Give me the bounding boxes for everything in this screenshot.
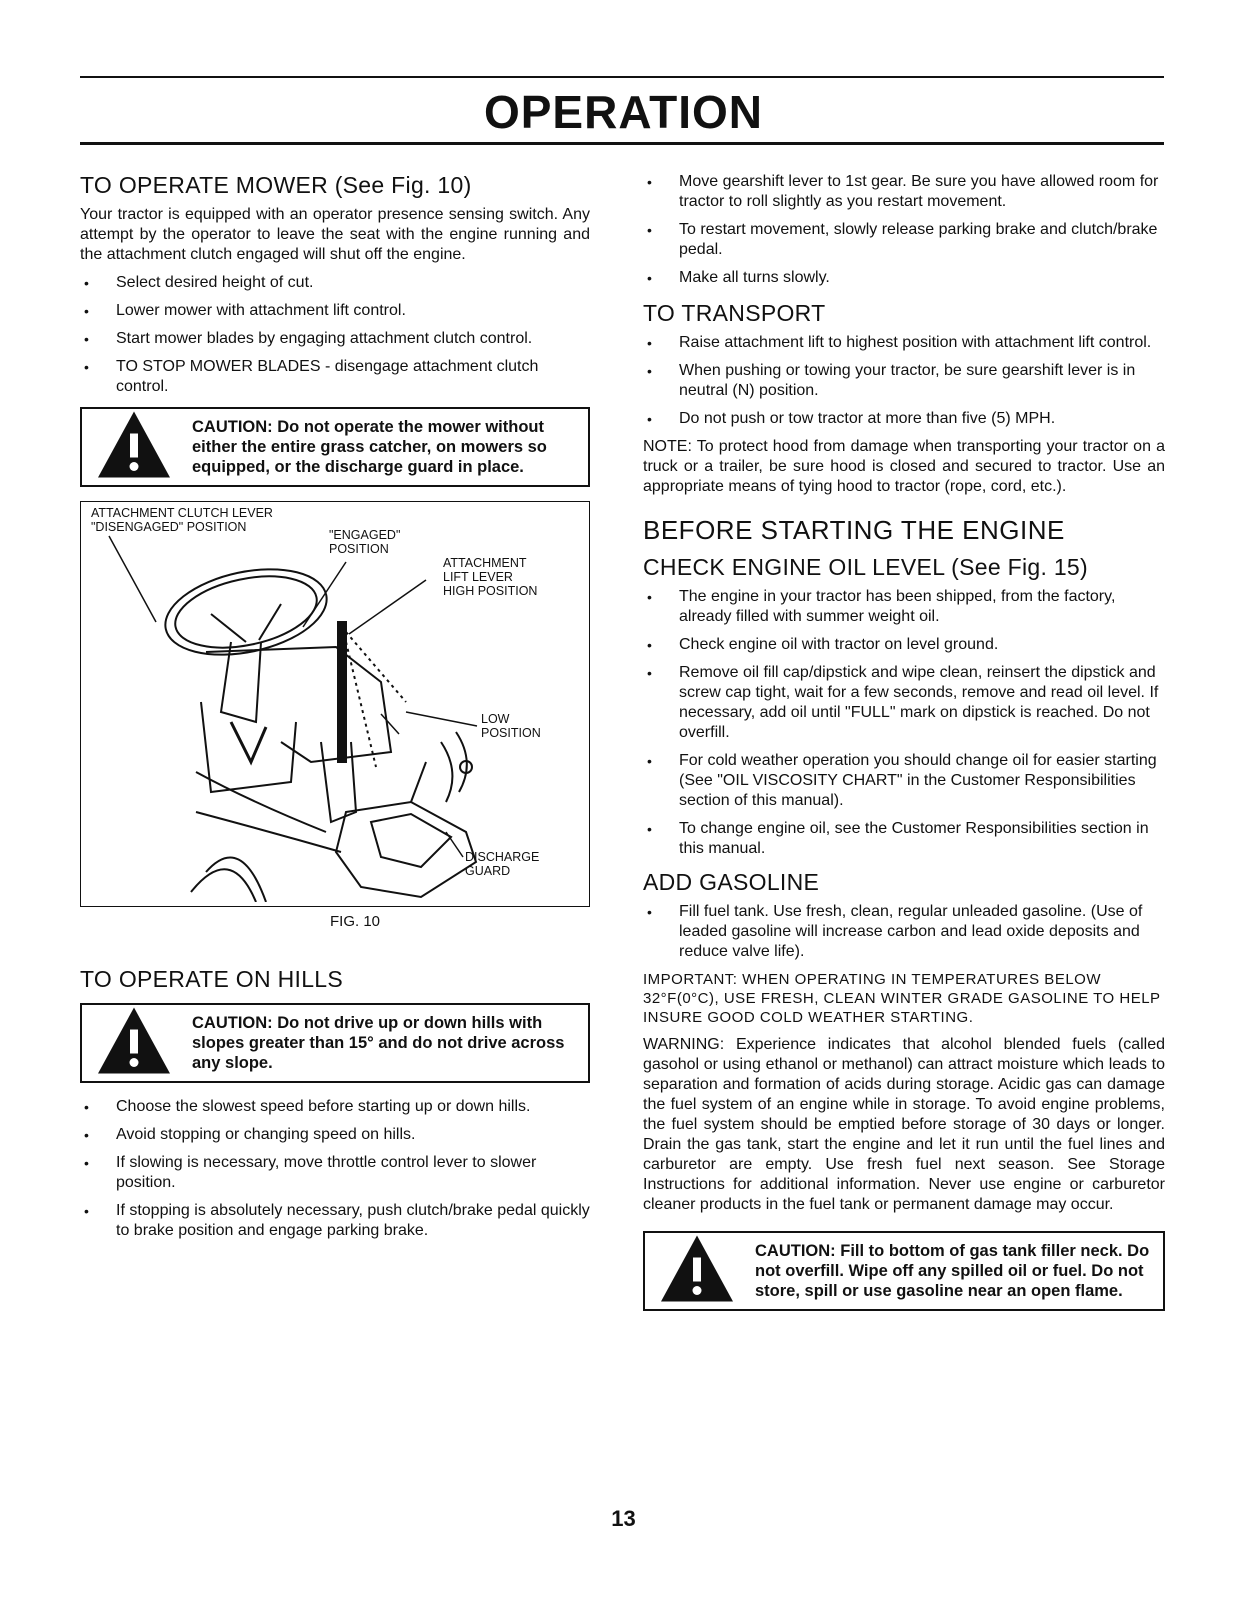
label-discharge-guard: DISCHARGE GUARD bbox=[465, 850, 540, 878]
section-heading-before-starting: BEFORE STARTING THE ENGINE bbox=[643, 515, 1065, 545]
tractor-illustration bbox=[81, 502, 587, 902]
warning-triangle-icon bbox=[96, 410, 172, 485]
warning-paragraph: WARNING: Experience indicates that alcohol blended fuels (called gasohol or using ethanol or methanol) can attract moisture which leads to separation and formation of acids during storage. Acidic gas can damage the fuel system of an engine while in storage. To avoid engine problems, the fuel system should be emptied before storage of 30 days or longer. Drain the gas tank, start the engine and let it run until the fuel lines and carburetor are empty. Use fresh fuel next season. See Storage Instructions for additional information. Never use engine or carburetor cleaner products in the fuel tank or permanent damage may occur. bbox=[643, 1036, 1165, 1213]
list-item: • Avoid stopping or changing speed on hills. bbox=[80, 1125, 590, 1145]
caution-box-hills bbox=[80, 1003, 590, 1083]
list-item: • If stopping is absolutely necessary, push clutch/brake pedal quickly to brake position and engage parking brake. bbox=[80, 1201, 590, 1241]
list-item: • Make all turns slowly. bbox=[643, 268, 1165, 288]
transport-list bbox=[643, 333, 1165, 429]
operate-mower-intro: Your tractor is equipped with an operator presence sensing switch. Any attempt by the operator to leave the seat with the engine running and the attachment clutch engaged will shut off the engine. bbox=[80, 206, 590, 263]
list-item: • When pushing or towing your tractor, be sure gearshift lever is in neutral (N) position. bbox=[643, 361, 1165, 401]
label-clutch-lever: ATTACHMENT CLUTCH LEVER "DISENGAGED" POSITION bbox=[91, 506, 273, 534]
figure-caption: FIG. 10 bbox=[329, 913, 381, 930]
gasoline-list bbox=[643, 902, 1165, 962]
list-item: • Fill fuel tank. Use fresh, clean, regular unleaded gasoline. (Use of leaded gasoline will increase carbon and lead oxide deposits and reduce valve life). bbox=[643, 902, 1165, 962]
caution-box-gasoline bbox=[643, 1231, 1165, 1311]
warning-triangle-icon bbox=[659, 1234, 735, 1309]
list-item: • For cold weather operation you should change oil for easier starting (See "OIL VISCOSITY CHART" in the Customer Responsibilities section of this manual). bbox=[643, 751, 1165, 811]
list-item: • Start mower blades by engaging attachment clutch control. bbox=[80, 329, 590, 349]
section-heading-hills: TO OPERATE ON HILLS bbox=[80, 966, 344, 992]
warning-triangle-icon bbox=[96, 1006, 172, 1081]
caution-text: CAUTION: Do not operate the mower without either the entire grass catcher, on mowers so equipped, or the discharge guard in place. bbox=[192, 418, 547, 476]
top-rule bbox=[80, 76, 1164, 78]
page-title: OPERATION bbox=[483, 86, 764, 138]
list-item: • To restart movement, slowly release parking brake and clutch/brake pedal. bbox=[643, 220, 1165, 260]
list-item: • Select desired height of cut. bbox=[80, 273, 590, 293]
section-heading-transport: TO TRANSPORT bbox=[643, 300, 826, 326]
transport-note: NOTE: To protect hood from damage when transporting your tractor on a truck or a trailer, be sure hood is closed and secured to tractor. Use an appropriate means of tying hood to tractor (rope, cord, etc.). bbox=[643, 438, 1165, 495]
figure-10 bbox=[80, 501, 590, 907]
list-item: • Remove oil fill cap/dipstick and wipe clean, reinsert the dipstick and screw cap tight, wait for a few seconds, remove and read oil level. If necessary, add oil until "FULL" mark on dipstick is reached. Do not overfill. bbox=[643, 663, 1165, 743]
list-item: • If slowing is necessary, move throttle control lever to slower position. bbox=[80, 1153, 590, 1193]
page-number: 13 bbox=[611, 1506, 636, 1531]
operate-mower-list bbox=[80, 273, 590, 397]
subheading-check-oil: CHECK ENGINE OIL LEVEL (See Fig. 15) bbox=[643, 554, 1088, 580]
title-rule bbox=[80, 142, 1164, 145]
caution-text: CAUTION: Fill to bottom of gas tank filler neck. Do not overfill. Wipe off any spilled oil or fuel. Do not store, spill or use gasoline near an open flame. bbox=[755, 1242, 1150, 1300]
oil-list bbox=[643, 587, 1165, 859]
list-item: • Check engine oil with tractor on level ground. bbox=[643, 635, 1165, 655]
label-lift-lever: ATTACHMENT LIFT LEVER HIGH POSITION bbox=[443, 556, 538, 598]
right-column bbox=[643, 172, 1165, 1325]
list-item: • Choose the slowest speed before starting up or down hills. bbox=[80, 1097, 590, 1117]
important-notice: IMPORTANT: WHEN OPERATING IN TEMPERATURES BELOW 32°F(0°C), USE FRESH, CLEAN WINTER GRADE GASOLINE TO HELP INSURE GOOD COLD WEATHER STARTING. bbox=[643, 971, 1161, 1026]
caution-box-mower bbox=[80, 407, 590, 487]
list-item: • The engine in your tractor has been shipped, from the factory, already filled with summer weight oil. bbox=[643, 587, 1165, 627]
label-engaged-position: "ENGAGED" POSITION bbox=[329, 528, 401, 556]
list-item: • Do not push or tow tractor at more than five (5) MPH. bbox=[643, 409, 1165, 429]
list-item: • Move gearshift lever to 1st gear. Be sure you have allowed room for tractor to roll slightly as you restart movement. bbox=[643, 172, 1165, 212]
hills-list bbox=[80, 1097, 590, 1241]
list-item: • To change engine oil, see the Customer Responsibilities section in this manual. bbox=[643, 819, 1165, 859]
list-item: • Raise attachment lift to highest position with attachment lift control. bbox=[643, 333, 1165, 353]
section-heading-operate-mower: TO OPERATE MOWER (See Fig. 10) bbox=[80, 172, 472, 198]
subheading-add-gasoline: ADD GASOLINE bbox=[643, 869, 820, 895]
label-low-position: LOW POSITION bbox=[481, 712, 541, 740]
caution-text: CAUTION: Do not drive up or down hills with slopes greater than 15° and do not drive across any slope. bbox=[192, 1014, 565, 1072]
left-column bbox=[80, 172, 590, 1249]
continued-list bbox=[643, 172, 1165, 288]
list-item: • Lower mower with attachment lift control. bbox=[80, 301, 590, 321]
list-item: • TO STOP MOWER BLADES - disengage attachment clutch control. bbox=[80, 357, 590, 397]
